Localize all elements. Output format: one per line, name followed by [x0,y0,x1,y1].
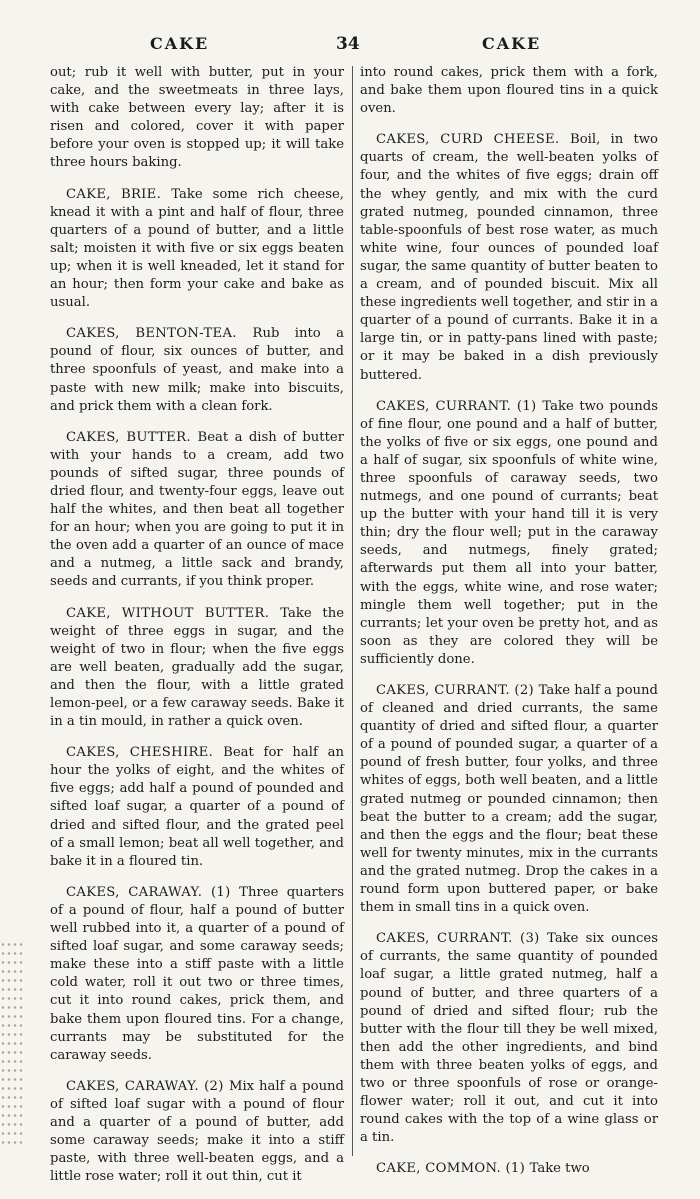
recipe-heading: CAKES, CURD CHEESE. [376,132,560,148]
recipe-text: Take six ounces of currants, the same quantity of pounded loaf sugar, a little grated nutmeg, half a pound of butter, and three quarters of a pound of dried and sifted flour; rub the butter with the flour till they be well mixed, then add the other ingredients, and bind them with three beaten yolks of eggs, and two or three spoonfuls of rose or orange-flower water; roll it out, and cut it into round cakes with the top of a wine glass or a tin. [360,931,658,1146]
recipe-text: Take two [529,1161,590,1177]
recipe-heading: CAKE, BRIE. [66,186,162,202]
margin-speckle [0,940,24,1150]
page-number: 34 [336,34,360,54]
recipe-text: Boil, in two quarts of cream, the well-beaten yolks of four, and the whites of five eggs; drain off the whey gently, and mix with the curd grated nutmeg, pounded cinnamon, three table-spoonfuls of best rose water, as much white wine, four ounces of pounded loaf sugar, the same quantity of butter beaten to a cream, and of pounded biscuit. Mix all these ingredients well together, and stir in a quarter of a pound of currants. Bake it in a large tin, or in patty-pans lined with paste; or it may be baked in a dish previously buttered. [360,132,658,383]
recipe-heading: CAKES, BUTTER. [66,429,191,445]
recipe-text: Take some rich cheese, knead it with a pint and half of flour, three quarters of a pound of butter, and a little salt; moisten it with five or six eggs beaten up; when it is well kneaded, let it stand for an hour; then form your cake and bake as usual. [50,186,344,311]
recipe-text: Beat a dish of butter with your hands to a cream, add two pounds of sifted sugar, three pounds of dried flour, and twenty-four eggs, leave out half the whites, and then beat all together for an hour; when you are going to put it in the oven add a quarter of an ounce of mace and a nutmeg, a little sack and brandy, seeds and currants, if you think proper. [50,429,344,590]
recipe-entry [360,131,658,384]
recipe-heading: CAKES, BENTON-TEA. [66,326,237,342]
right-column [360,64,658,1191]
header-left-title: CAKE [150,34,210,53]
running-header [0,34,700,62]
recipe-entry [50,1078,344,1187]
header-right-title: CAKE [482,34,542,53]
recipe-text: Rub into a pound of flour, six ounces of butter, and three spoonfuls of yeast, and make into a paste with new milk; make into biscuits, and prick them with a clean fork. [50,326,345,414]
recipe-entry [50,186,344,313]
left-column [50,64,344,1199]
recipe-text: Take the weight of three eggs in sugar, and the weight of two in flour; when the five eggs are well beaten, gradually add the sugar, and then the flour, with a little grated lemon-peel, or a few caraway seeds. Bake it in a tin mould, in rather a quick oven. [50,605,345,730]
recipe-heading: CAKES, CARAWAY. (2) [66,1078,224,1094]
recipe-entry [360,930,658,1147]
recipe-entry: out; rub it well with butter, put in your cake, and the sweetmeats in three lays, with cake between every lay; after it is risen and colored, cover it with paper before your oven is stopped up; it will take three hours baking. [50,65,344,171]
recipe-entry [50,884,344,1065]
recipe-text: Mix half a pound of sifted loaf sugar with a pound of flour and a quarter of a pound of butter, add some caraway seeds; make it into a stiff paste, with three well-beaten eggs, and a little rose water; roll it out thin, cut it [50,1078,344,1185]
recipe-heading: CAKES, CARAWAY. (1) [66,884,231,900]
recipe-entry [50,325,344,415]
recipe-heading: CAKES, CURRANT. (1) [376,398,537,414]
column-divider [352,66,353,1156]
recipe-heading: CAKES, CHESHIRE. [66,745,214,761]
recipe-entry [360,398,658,669]
recipe-heading: CAKES, CURRANT. (2) [376,683,534,698]
recipe-entry [360,682,658,917]
recipe-entry [50,605,344,732]
recipe-text: Take two pounds of fine flour, one pound and a half of butter, the yolks of five or six eggs, one pound and a half of sugar, six spoonfuls of white wine, three spoonfuls of caraway seeds, two nutmegs, and one pound of currants; beat up the butter with your hand till it is very thin; dry the flour well; put in the caraway seeds, and nutmegs, finely grated; afterwards put them all into your batter, with the eggs, white wine, and rose water; mingle them well together; put in the currants; let your oven be pretty hot, and as soon as they are colored they will be sufficiently done. [360,398,658,667]
recipe-entry [50,744,344,871]
recipe-entry [50,429,344,592]
recipe-text: Three quarters of a pound of flour, half a pound of butter well rubbed into it, a quarter of a pound of sifted loaf sugar, and some caraway seeds; make these into a stiff paste with a little cold water, roll it out two or three times, cut it into round cakes, prick them, and bake them upon floured tins. For a change, currants may be substituted for the caraway seeds. [50,884,344,1063]
recipe-text: Beat for half an hour the yolks of eight, and the whites of five eggs; add half a pound of pounded and sifted loaf sugar, a quarter of a pound of dried and sifted flour, and the grated peel of a small lemon; beat all well together, and bake it in a floured tin. [50,745,344,869]
recipe-text: Take half a pound of cleaned and dried currants, the same quantity of dried and sifted flour, a quarter of a pound of pounded sugar, a quarter of a pound of fresh butter, four yolks, and three whites of eggs, both well beaten, and a little grated nutmeg or pounded cinnamon; then beat the butter to a cream; add the sugar, and then the eggs and the flour; beat these well for twenty minutes, mix in the currants and the grated nutmeg. Drop the cakes in a round form upon buttered paper, or bake them in small tins in a quick oven. [360,683,658,916]
recipe-heading: CAKE, WITHOUT BUTTER. [66,605,270,621]
recipe-entry: into round cakes, prick them with a fork, and bake them upon floured tins in a quick oven. [360,65,658,117]
recipe-heading: CAKE, COMMON. (1) [376,1161,526,1177]
recipe-entry [360,1160,658,1178]
recipe-heading: CAKES, CURRANT. (3) [376,931,540,947]
